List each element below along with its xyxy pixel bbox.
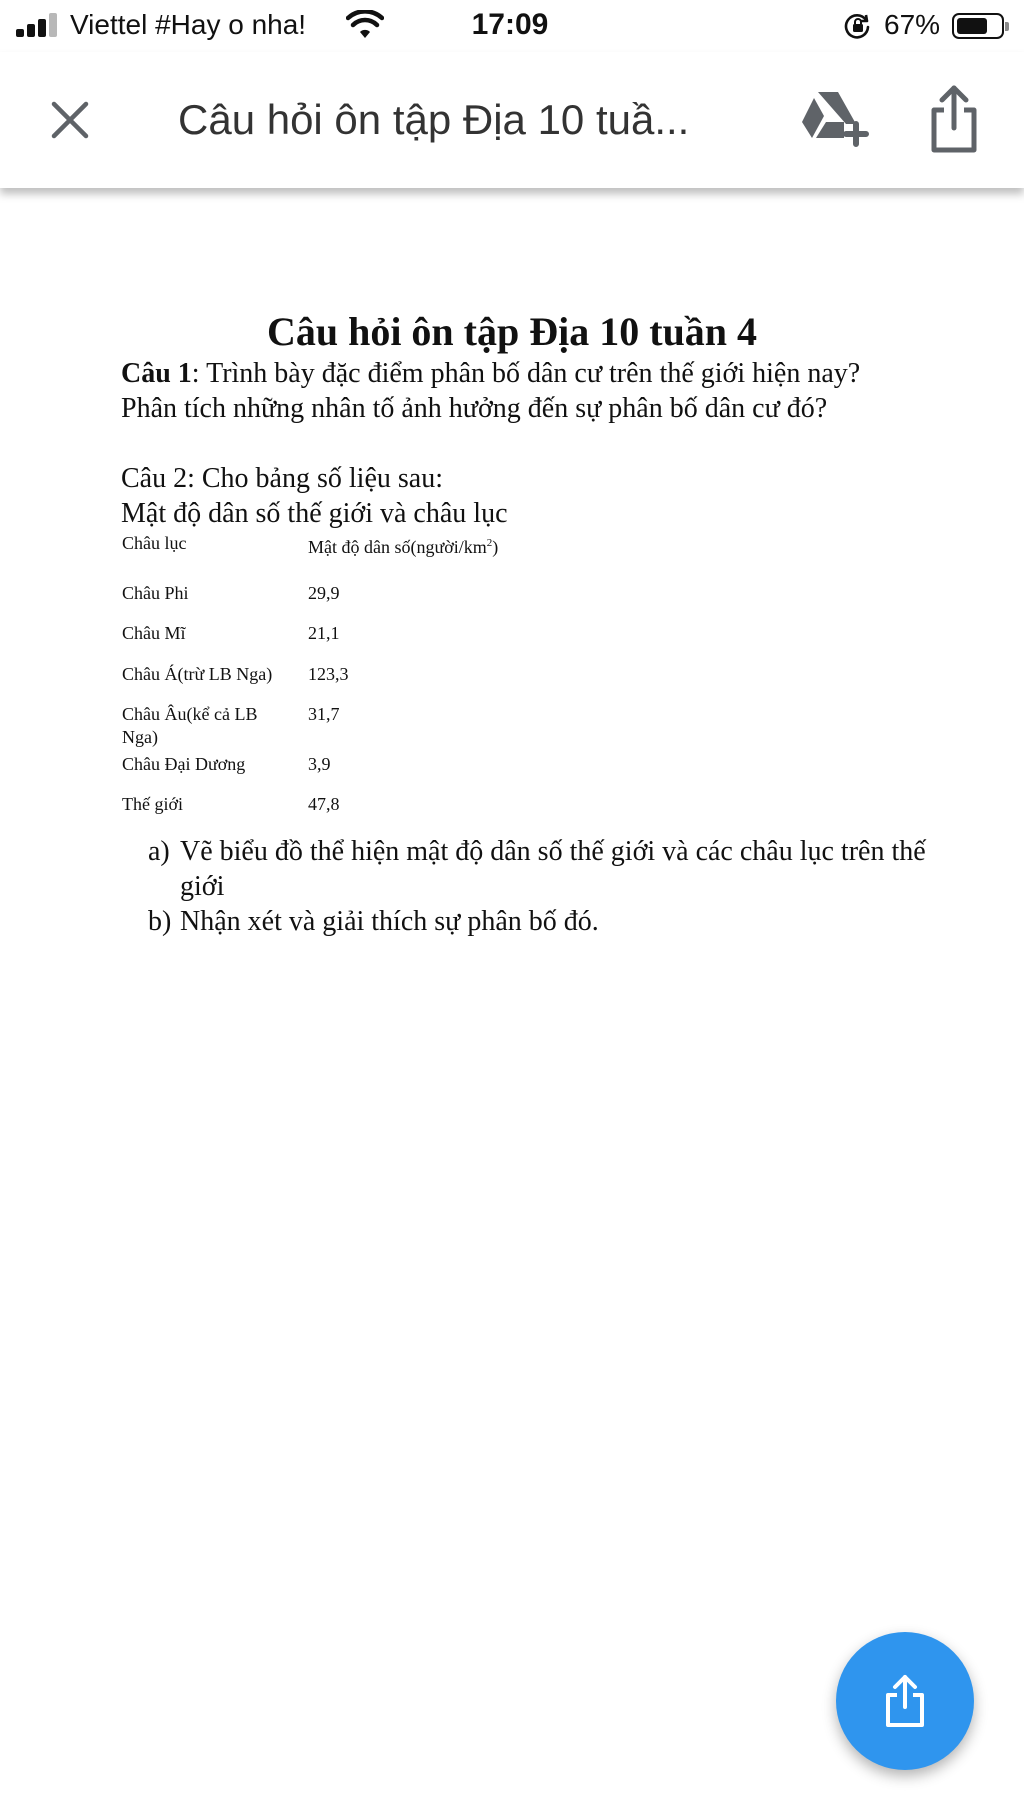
- question-2: Câu 2: Cho bảng số liệu sau:: [121, 463, 443, 494]
- orientation-lock-icon: [844, 12, 872, 40]
- list-item: [148, 904, 928, 939]
- question-1: [121, 356, 921, 426]
- carrier-name: Viettel #Hay o nha!: [70, 9, 307, 40]
- viewer-toolbar: [0, 52, 1024, 188]
- table-cell-continent: Châu Âu(kể cả LB Nga): [122, 704, 258, 747]
- table-header-continent: Châu lục: [122, 533, 187, 553]
- floating-share-button[interactable]: [836, 1632, 974, 1770]
- close-icon: [50, 100, 90, 140]
- table-cell-continent: Thế giới: [122, 794, 184, 814]
- table-cell-continent: Châu Phi: [122, 583, 189, 603]
- page-title: Câu hỏi ôn tập Địa 10 tuần 4: [266, 309, 758, 354]
- status-bar: [0, 0, 1024, 52]
- table-cell-density: 3,9: [308, 754, 331, 774]
- list-item: [148, 834, 928, 904]
- add-to-drive-button[interactable]: [800, 88, 870, 152]
- task-text: Vẽ biểu đồ thể hiện mật độ dân số thế giới và các châu lục trên thế giới: [180, 836, 926, 902]
- table-cell-density: 29,9: [308, 583, 340, 603]
- document-title: Câu hỏi ôn tập Địa 10 tuầ...: [178, 96, 690, 143]
- document-page: [0, 188, 1024, 1820]
- share-icon: [924, 84, 984, 156]
- close-button[interactable]: [40, 90, 100, 150]
- google-drive-add-icon: [800, 88, 870, 152]
- task-marker: a): [148, 836, 170, 867]
- battery-percent: 67%: [884, 9, 941, 40]
- task-text: Nhận xét và giải thích sự phân bố đó.: [180, 906, 599, 937]
- table-cell-continent: Châu Mĩ: [122, 623, 186, 643]
- table-title: Mật độ dân số thế giới và châu lục: [121, 498, 508, 529]
- table-cell-continent: Châu Á(trừ LB Nga): [122, 664, 273, 684]
- table-header-density: Mật độ dân $số(người/km^2)$: [308, 537, 499, 557]
- table-cell-density: 47,8: [308, 794, 340, 814]
- table-cell-continent: Châu Đại Dương: [122, 754, 246, 774]
- table-cell-density: 21,1: [308, 623, 340, 643]
- question-1-label: Câu 1: [121, 358, 192, 389]
- task-marker: b): [148, 906, 172, 937]
- status-time: 17:09: [471, 8, 549, 41]
- table-cell-density: 123,3: [308, 664, 349, 684]
- task-list: [148, 834, 928, 939]
- battery-icon: [952, 13, 1004, 39]
- share-button[interactable]: [924, 84, 984, 156]
- share-icon: [881, 1673, 929, 1729]
- question-1-text: : Trình bày đặc điểm phân bố dân cư trên thế giới hiện nay? Phân tích những nhân tố ảnh hưởng đến sự phân bố dân cư đó?: [121, 358, 861, 424]
- table-cell-density: 31,7: [308, 704, 340, 724]
